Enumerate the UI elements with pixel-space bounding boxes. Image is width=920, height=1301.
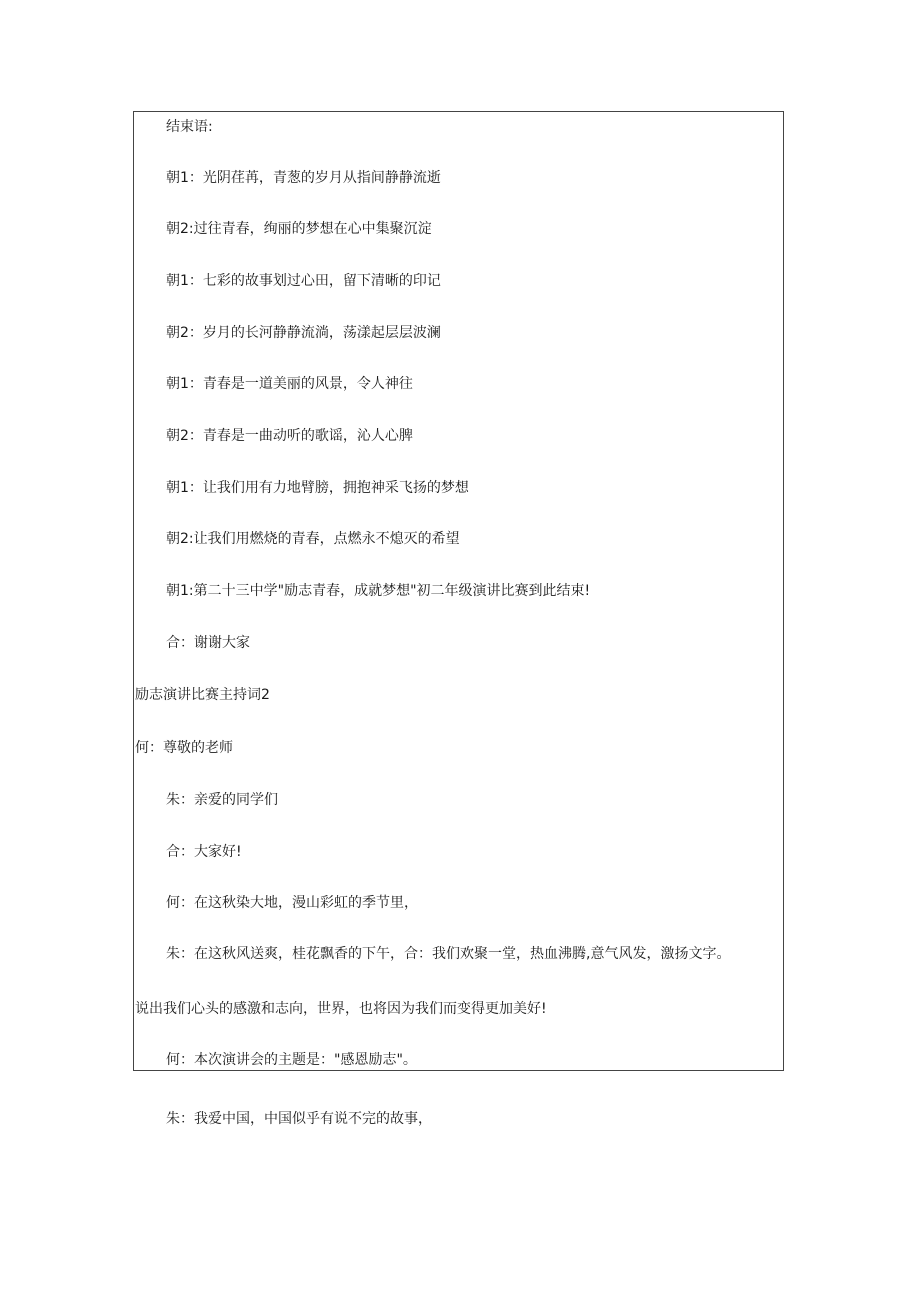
dialogue-line: 朱：亲爱的同学们	[166, 792, 278, 808]
dialogue-line: 朱：我爱中国，中国似乎有说不完的故事，	[166, 1111, 432, 1127]
dialogue-line: 朝2：青春是一曲动听的歌谣，沁人心脾	[166, 428, 413, 444]
paragraph-line: 说出我们心头的感激和志向，世界，也将因为我们而变得更加美好!	[135, 1001, 547, 1017]
dialogue-line: 何：在这秋染大地，漫山彩虹的季节里，	[166, 895, 418, 911]
dialogue-line: 朝2:过往青春，绚丽的梦想在心中集聚沉淀	[166, 221, 432, 237]
dialogue-line: 合：谢谢大家	[166, 635, 250, 651]
dialogue-line: 何：尊敬的老师	[135, 740, 233, 756]
dialogue-line: 朝1：让我们用有力地臂膀，拥抱神采飞扬的梦想	[166, 480, 469, 496]
dialogue-line: 朝1：七彩的故事划过心田，留下清晰的印记	[166, 273, 441, 289]
dialogue-line: 朝2:让我们用燃烧的青春，点燃永不熄灭的希望	[166, 531, 460, 547]
dialogue-line: 朱：在这秋风送爽，桂花飘香的下午，合：我们欢聚一堂，热血沸腾,意气风发，激扬文字。	[166, 946, 731, 962]
dialogue-line: 朝1:第二十三中学"励志青春，成就梦想"初二年级演讲比赛到此结束!	[166, 583, 591, 599]
dialogue-line: 何：本次演讲会的主题是："感恩励志"。	[166, 1052, 417, 1068]
dialogue-line: 朝1：光阴荏苒，青葱的岁月从指间静静流逝	[166, 170, 441, 186]
section-title: 励志演讲比赛主持词2	[135, 687, 270, 703]
dialogue-line: 朝2：岁月的长河静静流淌，荡漾起层层波澜	[166, 325, 441, 341]
dialogue-line: 合：大家好!	[166, 844, 242, 860]
closing-heading: 结束语:	[166, 119, 213, 135]
dialogue-line: 朝1：青春是一道美丽的风景，令人神往	[166, 376, 413, 392]
